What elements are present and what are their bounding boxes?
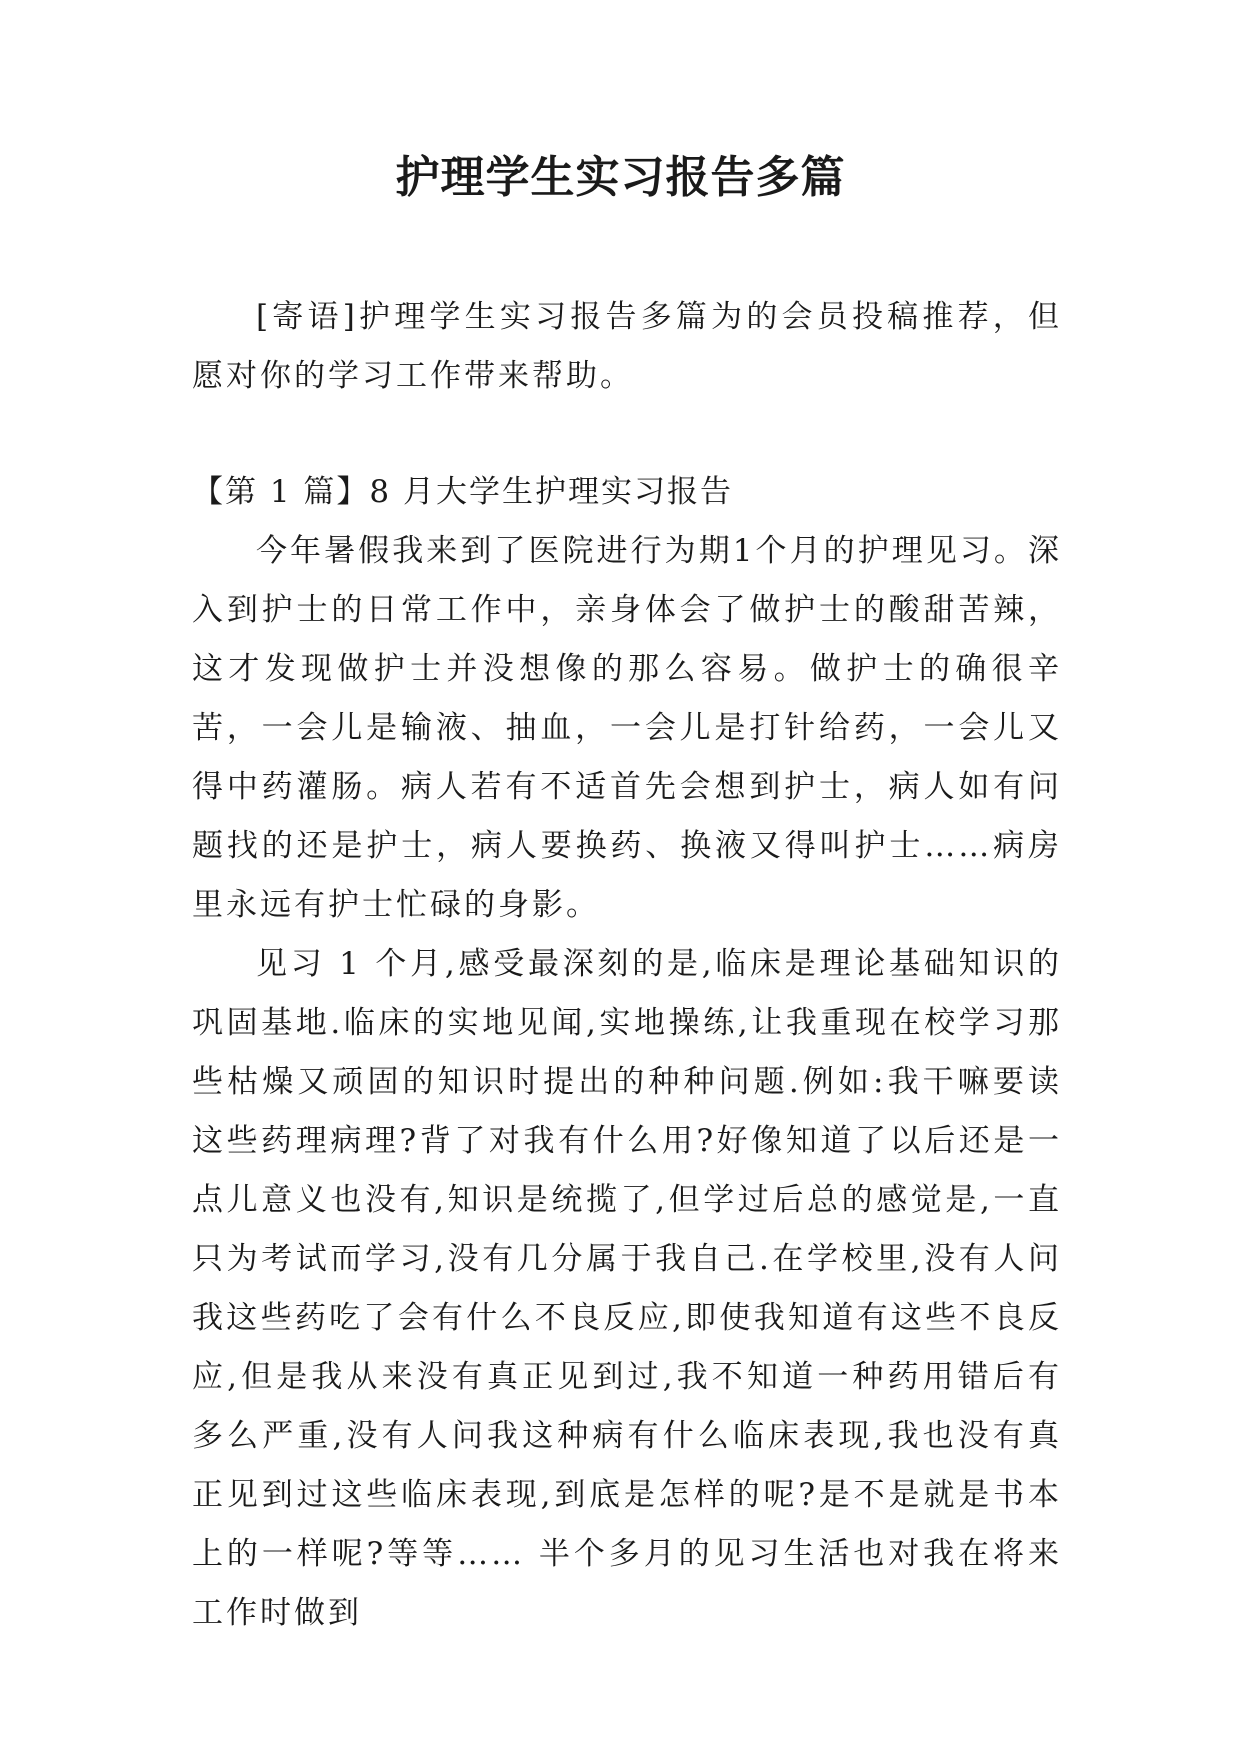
section-heading: 【第 1 篇】8 月大学生护理实习报告	[192, 474, 734, 510]
body-paragraph: 今年暑假我来到了医院进行为期1个月的护理见习。深入到护士的日常工作中，亲身体会了做护士的酸甜苦辣，这才发现做护士并没想像的那么容易。做护士的确很辛苦，一会儿是输液、抽血，一会儿是打针给药，一会儿又得中药灌肠。病人若有不适首先会想到护士，病人如有问题找的还是护士，病人要换药、换液又得叫护士……病房里永远有护士忙碌的身影。	[192, 533, 1062, 923]
body-paragraph: 见习 1 个月,感受最深刻的是,临床是理论基础知识的巩固基地.临床的实地见闻,实地操练,让我重现在校学习那些枯燥又顽固的知识时提出的种种问题.例如:我干嘛要读这些药理病理?背了对我有什么用?好像知道了以后还是一点儿意义也没有,知识是统揽了,但学过后总的感觉是,一直只为考试而学习,没有几分属于我自己.在学校里,没有人问我这些药吃了会有什么不良反应,即使我知道有这些不良反应,但是我从来没有真正见到过,我不知道一种药用错后有多么严重,没有人问我这种病有什么临床表现,我也没有真正见到过这些临床表现,到底是怎样的呢?是不是就是书本上的一样呢?等等…… 半个多月的见习生活也对我在将来工作时做到	[192, 946, 1062, 1631]
document-title: 护理学生实习报告多篇	[395, 152, 846, 203]
intro-paragraph: [寄语]护理学生实习报告多篇为的会员投稿推荐，但愿对你的学习工作带来帮助。	[192, 299, 1062, 394]
